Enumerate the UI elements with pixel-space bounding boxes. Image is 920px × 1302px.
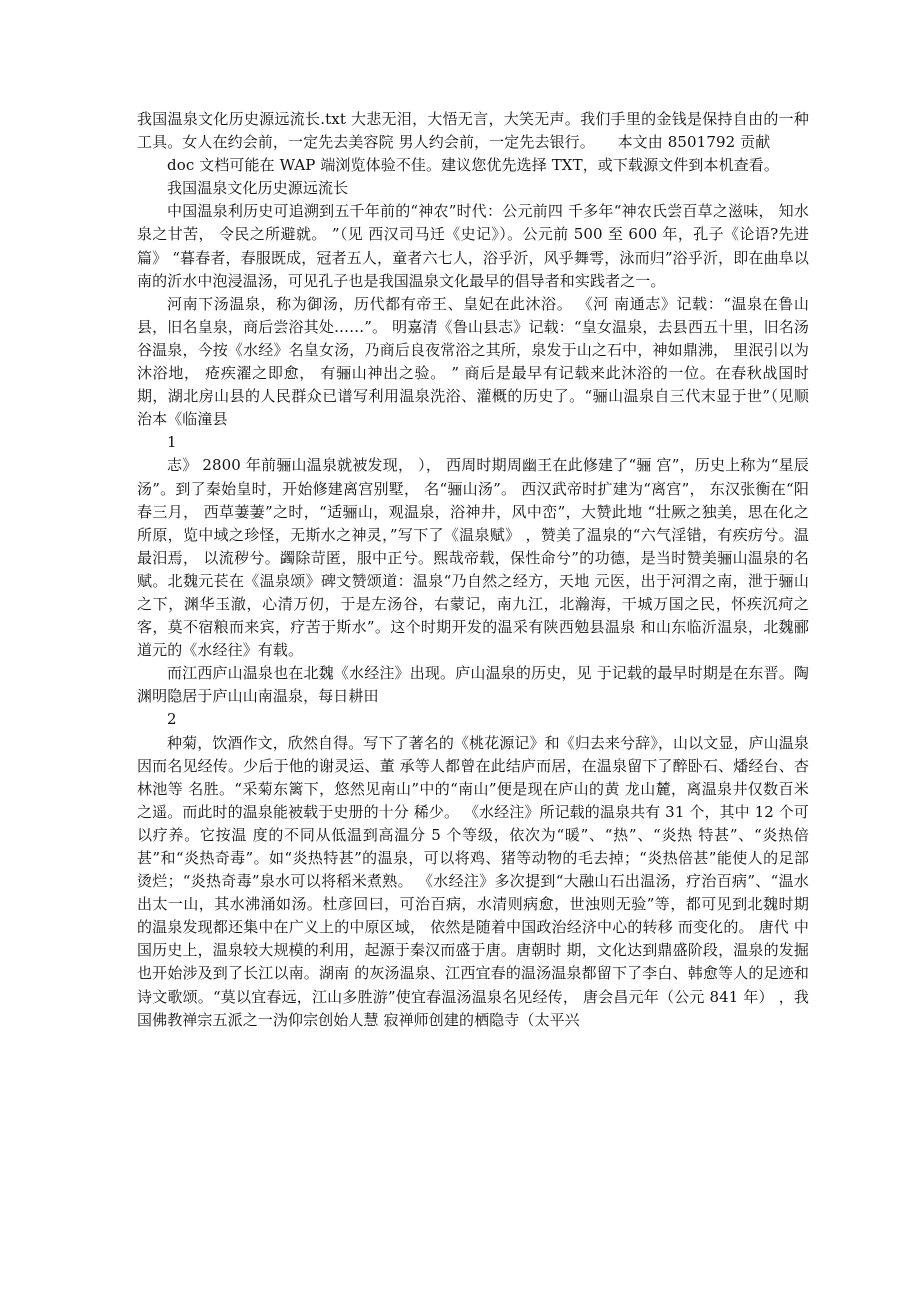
page-number-1: 1: [167, 433, 177, 452]
document-page: [137, 108, 809, 1032]
paragraph-5: 种菊，饮酒作文，欣然自得。写下了著名的《桃花源记》和《归去来兮辞》，山以文显，庐山温泉因而名见经传。少后于他的谢灵运、董 承等人都曾在此结庐而居，在温泉留下了醉卧石、燔经台、杏林池等 名胜。“采菊东篱下，悠然见南山”中的“南山”便是现在庐山的黄 龙山麓，离温泉井仅数百米之遥。而此时的温泉能被载于史册的十分 稀少。 《水经注》所记载的温泉共有 31 个，其中 12 个可以疗养。它按温 度的不同从低温到高温分 5 个等级，依次为“暖”、“热”、“炎热 特甚”、“炎热倍甚”和“炎热奇毒”。如“炎热特甚”的温泉，可以将鸡、猪等动物的毛去掉；“炎热倍甚”能使人的足部烫烂；“炎热奇毒”泉水可以将稻米煮熟。 《水经注》多次提到“大融山石出温汤，疗治百病”、“温水出太一山，其水沸涌如汤。杜彦回曰，可治百病，水清则病愈，世浊则无验”等，都可见到北魏时期的温泉发现都还集中在广义上的中原区域， 依然是随着中国政治经济中心的转移 而变化的。 唐代 中国历史上，温泉较大规模的利用，起源于秦汉而盛于唐。唐朝时 期，文化达到鼎盛阶段，温泉的发掘也开始涉及到了长江以南。湖南 的灰汤温泉、江西宜春的温汤温泉都留下了李白、韩愈等人的足迹和 诗文歌颂。“莫以宜春远，江山多胜游”使宜春温汤温泉名见经传， 唐会昌元年（公元 841 年） ，我国佛教禅宗五派之一沩仰宗创始人慧 寂禅师创建的栖隐寺（太平兴: [137, 733, 809, 1029]
page-number-2: 2: [167, 710, 177, 729]
notice-line: doc 文档可能在 WAP 端浏览体验不佳。建议您优先选择 TXT，或下载源文件到本机查看。: [167, 156, 779, 175]
paragraph-3: 志》 2800 年前骊山温泉就被发现， ）， 西周时期周幽王在此修建了“骊 宫”，历史上称为“星辰汤”。到了秦始皇时，开始修建离宫别墅， 名“骊山汤”。 西汉武帝时扩建为“离宫”， 东汉张衡在“阳春三月， 西草萋萋”之时，“适骊山，观温泉，浴神井，风中峦”，大赞此地 “壮厥之独美，思在化之所原，览中域之珍怪，无斯水之神灵，”写下了《温泉赋》 ，赞美了温泉的“六气淫错，有疾疠兮。温最汨焉， 以流秽兮。蠲除苛匿，服中正兮。熙哉帝载，保性命兮”的功德，是当时赞美骊山温泉的名赋。北魏元苌在《温泉颂》碑文赞颂道：温泉“乃自然之经方，天地 元医，出于河渭之南，泄于骊山之下，渊华玉澈，心清万仞，于是左汤谷，右蒙记，南九江，北瀚海，干城万国之民，怀疾沉疴之客，莫不宿粮而来宾，疗苦于斯水”。这个时期开发的温采有陕西勉县温泉 和山东临沂温泉，北魏郦道元的《水经往》有载。: [137, 456, 809, 660]
paragraph-4: 而江西庐山温泉也在北魏《水经注》出现。庐山温泉的历史，见 于记载的最早时期是在东晋。陶渊明隐居于庐山山南温泉，每日耕田: [137, 664, 809, 706]
document-title: 我国温泉文化历史源远流长: [167, 179, 349, 198]
paragraph-1: 中国温泉利历史可追溯到五千年前的“神农”时代：公元前四 千多年“神农氏尝百草之滋味， 知水泉之甘苦， 令民之所避就。 ”（见 西汉司马迁《史记》）。公元前 500 至 600 年，孔子《论语?先进篇》 “暮春者，春服既成，冠者五人，童者六七人，浴乎沂，风乎舞雩，泳而归”浴乎沂，即在曲阜以南的沂水中泡浸温汤，可见孔子也是我国温泉文化最早的倡导者和实践者之一。: [137, 202, 809, 290]
paragraph-2: 河南下汤温泉，称为御汤，历代都有帝王、皇妃在此沐浴。 《河 南通志》记载：“温泉在鲁山县，旧名皇泉，商后尝浴其处……”。 明嘉清《鲁山县志》记载：“皇女温泉，去县西五十里，旧名汤谷温泉，今按《水经》名皇女汤，乃商后良夜常浴之其所，泉发于山之石中，神如鼎沸， 里泯引以为沐浴地， 疮疾濯之即愈， 有骊山神出之验。 ” 商后是最早有记载来此沐浴的一位。在春秋战国时期，湖北房山县的人民群众已谱写利用温泉洗浴、灌概的历史了。“骊山温泉自三代末显于世”（见顺治本《临潼县: [137, 294, 809, 429]
header-line: 我国温泉文化历史源远流长.txt 大悲无泪，大悟无言，大笑无声。我们手里的金钱是保持自由的一种工具。女人在约会前，一定先去美容院 男人约会前，一定先去银行。 本文由 8501792 贡献: [137, 110, 809, 152]
